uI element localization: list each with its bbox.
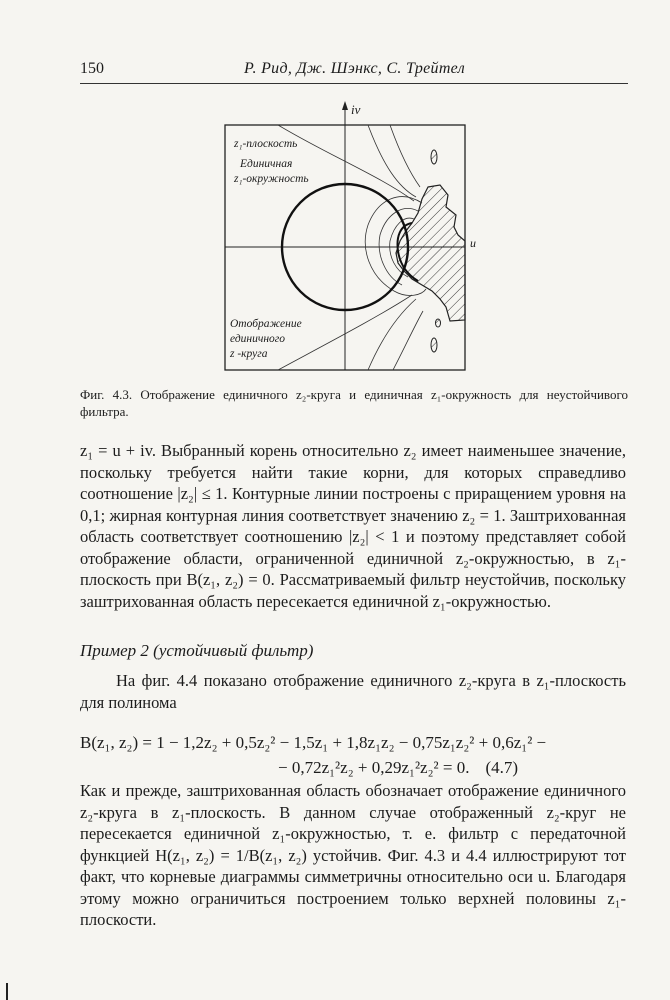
plane-label: z₁-плоскость (234, 138, 298, 150)
image-label-line3: z -круга (230, 348, 268, 360)
contour-line (390, 125, 420, 187)
margin-mark (6, 983, 8, 1000)
island-2 (431, 338, 437, 352)
figure-caption: Фиг. 4.3. Отображение единичного z₂-круга и единичная z₁-окружность для неустойчивого фильтра. (80, 387, 628, 419)
paragraph-2: На фиг. 4.4 показано отображение единичного z₂-круга в z₁-плоскость для полинома (80, 671, 626, 712)
contour-line (393, 311, 423, 370)
island-3 (436, 319, 441, 327)
axis-v-label: iv (351, 102, 361, 117)
equation-line-1: B(z₁, z₂) = 1 − 1,2z₂ + 0,5z₂² − 1,5z₁ + 1,8z₁z₂ − 0,75z₁z₂² + 0,6z₁² − (80, 733, 547, 752)
figure-4-3 (218, 95, 478, 375)
axis-u-label: u (470, 236, 476, 250)
image-label-line1: Отображение (230, 318, 302, 330)
circle-label-line1: Единичная (240, 158, 293, 170)
running-header-authors: Р. Рид, Дж. Шэнкс, С. Трейтел (244, 60, 465, 77)
circle-label-line2: z₁-окружность (234, 173, 309, 185)
contour-line (278, 125, 414, 201)
hatched-region (396, 185, 465, 321)
paragraph-1: z₁ = u + iv. Выбранный корень относительно z₂ имеет наименьшее значение, поскольку требуется найти такие корни, для которых справедливо соотношение |z₂| ≤ 1. Контурные линии построены с приращением уровня на 0,1; жирная контурная линия соответствует значению z₂ = 1. Заштрихованная область соответствует соотношению |z₂| < 1 и поэтому представляет собой отображение области, ограниченной единичной z₂-окружностью, в z₁-плоскость при B(z₁, z₂) = 0. Рассматриваемый фильтр неустойчив, поскольку заштрихованная область пересекается единичной z₁-окружностью. (80, 441, 626, 611)
paragraph-3: Как и прежде, заштрихованная область обозначает отображение единичного z₂-круга в z₁-плоскость. В данном случае отображенный z₂-круг не пересекается единичной z₁-окружностью, т. е. фильтр с передаточной функцией H(z₁, z₂) = 1/B(z₁, z₂) устойчив. Фиг. 4.3 и 4.4 иллюстрируют тот факт, что корневые диаграммы симметричны относительно оси u. Благодаря этому можно ограничиться построением только верхней половины z₁-плоскости. (80, 781, 626, 929)
contour-line (368, 125, 416, 197)
contour-line (368, 299, 416, 370)
axis-v-arrow (342, 101, 348, 110)
island-1 (431, 150, 437, 164)
section-heading: Пример 2 (устойчивый фильтр) (80, 641, 314, 660)
image-label-line2: единичного (230, 333, 286, 345)
page-number: 150 (80, 60, 104, 77)
equation-number: (4.7) (485, 758, 519, 777)
header-rule (80, 83, 628, 84)
equation-line-2 (278, 758, 518, 778)
equation-line-2-text: − 0,72z₁²z₂ + 0,29z₁²z₂² = 0. (278, 758, 470, 777)
